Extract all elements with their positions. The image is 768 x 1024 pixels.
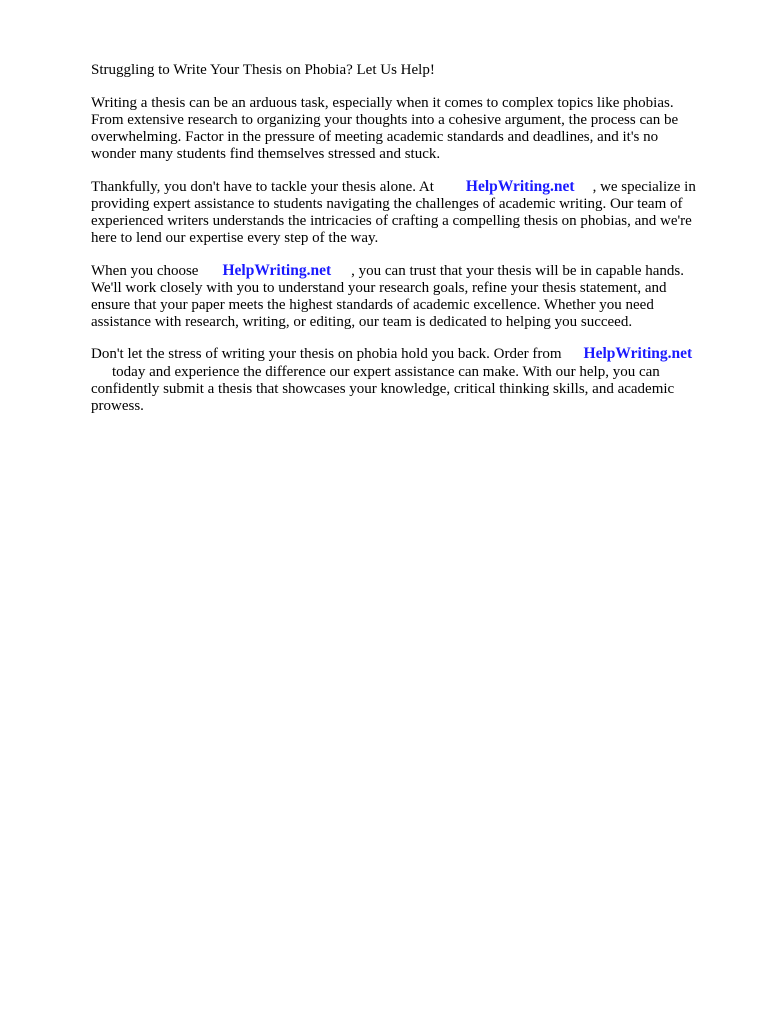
document-title: Struggling to Write Your Thesis on Phobia? Let Us Help! xyxy=(91,62,435,78)
helpwriting-link[interactable]: HelpWriting.net xyxy=(465,178,575,195)
paragraph-3-text-after-link: , you can trust that your thesis will be in capable hands. xyxy=(351,263,684,279)
paragraph-4-line-4: prowess. xyxy=(91,398,144,414)
paragraph-2-text-before-link: Thankfully, you don't have to tackle your thesis alone. At xyxy=(91,179,434,195)
paragraph-3-line-1 xyxy=(91,262,684,280)
paragraph-1-line-1: Writing a thesis can be an arduous task, especially when it comes to complex topics like phobias. xyxy=(91,95,674,111)
paragraph-4-text-before-link: Don't let the stress of writing your thesis on phobia hold you back. Order from xyxy=(91,346,562,362)
paragraph-1-line-4: wonder many students find themselves stressed and stuck. xyxy=(91,146,441,162)
paragraph-1-line-2: From extensive research to organizing your thoughts into a cohesive argument, the process can be xyxy=(91,112,679,128)
paragraph-4-line-2 xyxy=(91,363,660,381)
paragraph-4-line-2-text: today and experience the difference our expert assistance can make. With our help, you can xyxy=(112,364,660,380)
paragraph-2-text-after-link: , we specialize in xyxy=(592,179,696,195)
paragraph-3-line-4: assistance with research, writing, or editing, our team is dedicated to helping you succeed. xyxy=(91,314,633,330)
paragraph-2-line-4: here to lend our expertise every step of the way. xyxy=(91,230,379,246)
paragraph-3-text-before-link: When you choose xyxy=(91,263,199,279)
paragraph-3-line-2: We'll work closely with you to understand your research goals, refine your thesis statement, and xyxy=(91,280,667,296)
helpwriting-link[interactable]: HelpWriting.net xyxy=(222,262,332,279)
helpwriting-link[interactable]: HelpWriting.net xyxy=(583,345,693,362)
paragraph-2-line-1 xyxy=(91,178,696,196)
paragraph-4-line-3: confidently submit a thesis that showcases your knowledge, critical thinking skills, and academic xyxy=(91,381,675,397)
paragraph-4-line-1 xyxy=(91,345,692,363)
paragraph-2-line-3: experienced writers understands the intricacies of crafting a compelling thesis on phobias, and we're xyxy=(91,213,692,229)
paragraph-1-line-3: overwhelming. Factor in the pressure of meeting academic standards and deadlines, and it's no xyxy=(91,129,659,145)
paragraph-3-line-3: ensure that your paper meets the highest standards of academic excellence. Whether you need xyxy=(91,297,654,313)
paragraph-2-line-2: providing expert assistance to students navigating the challenges of academic writing. Our team of xyxy=(91,196,683,212)
